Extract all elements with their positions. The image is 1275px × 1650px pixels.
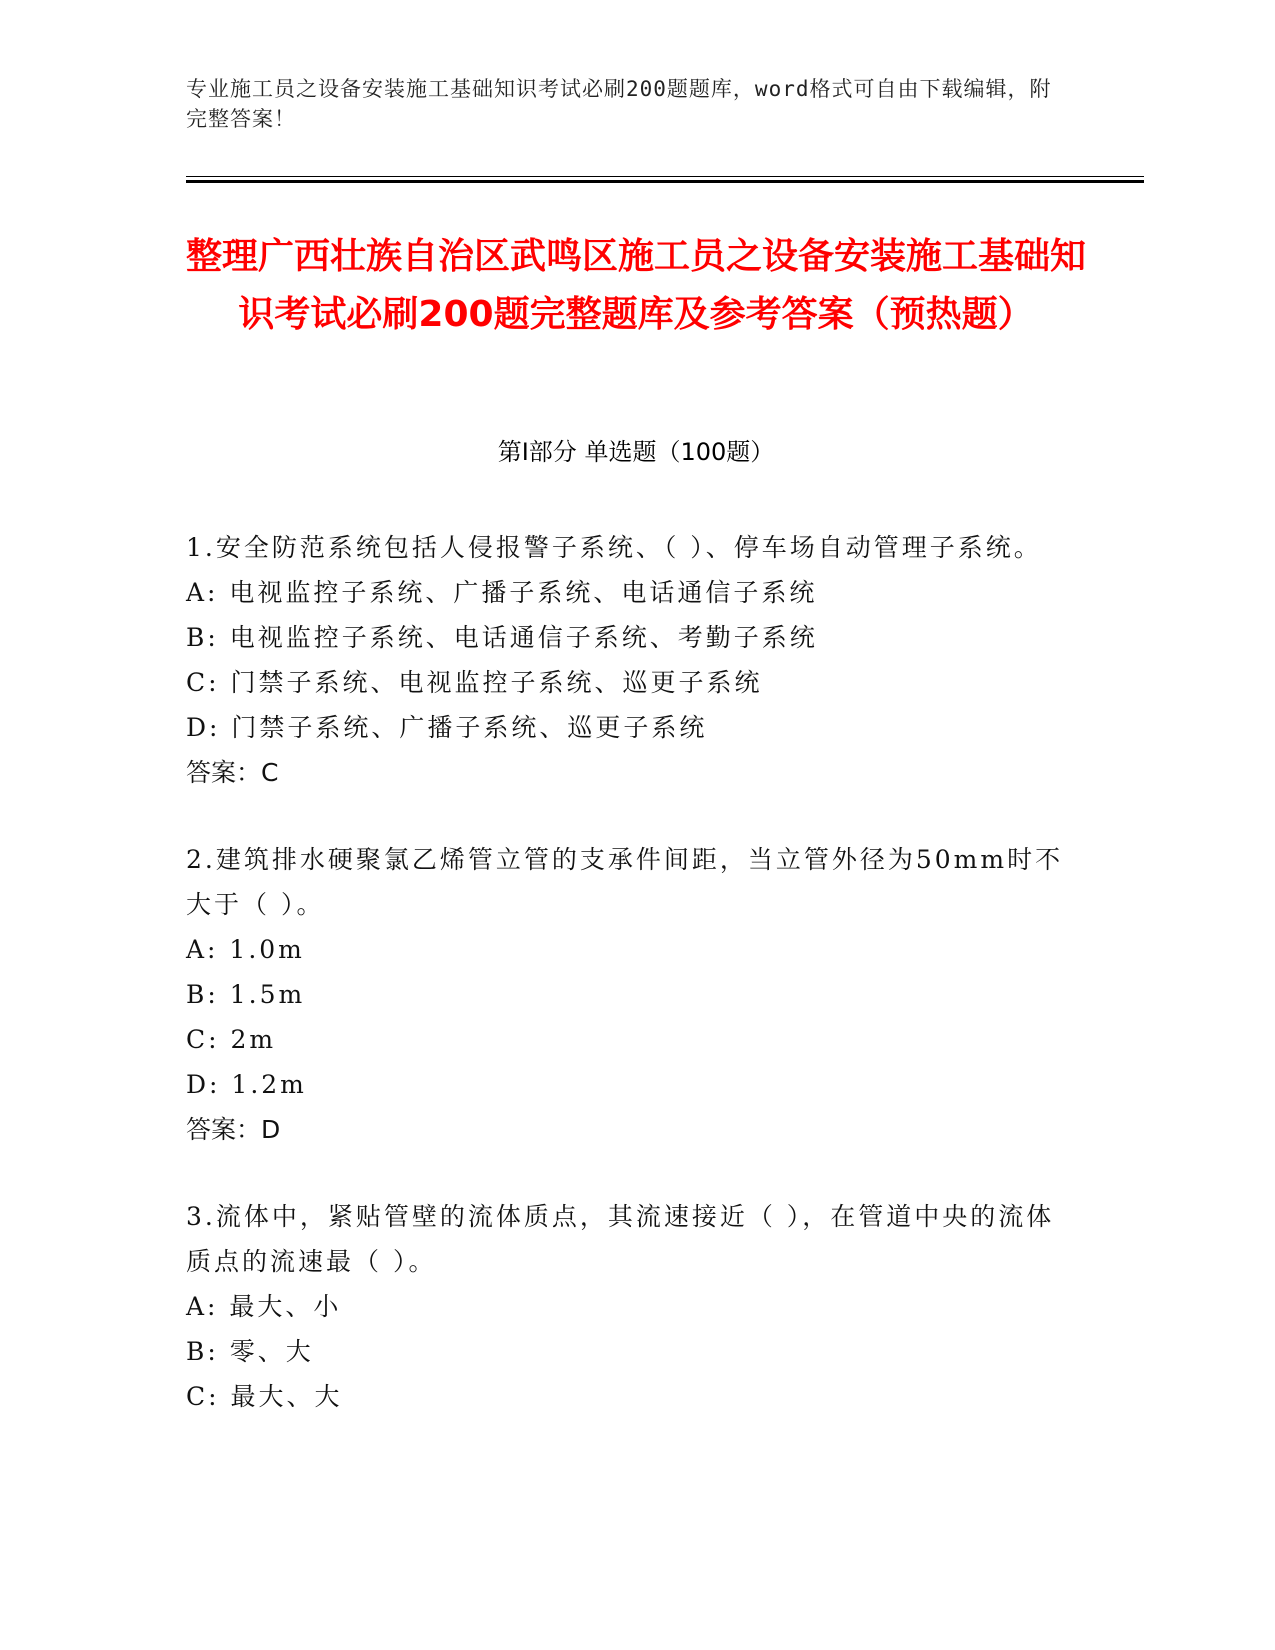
option-a: A: 电视监控子系统、广播子系统、电话通信子系统 bbox=[186, 578, 818, 607]
question-list bbox=[186, 525, 1066, 1461]
option-b: B: 电视监控子系统、电话通信子系统、考勤子系统 bbox=[186, 623, 818, 652]
option-c: C: 最大、大 bbox=[186, 1382, 343, 1411]
answer-line: 答案：C bbox=[186, 758, 279, 787]
question-3 bbox=[186, 1194, 1066, 1419]
question-stem: 3.流体中，紧贴管壁的流体质点，其流速接近（ ），在管道中央的流体质点的流速最（ ）。 bbox=[186, 1202, 1055, 1276]
question-stem: 1.安全防范系统包括人侵报警子系统、（ ）、停车场自动管理子系统。 bbox=[186, 533, 1042, 562]
section-heading: 第Ⅰ部分 单选题（100题） bbox=[497, 438, 775, 466]
document-title: 整理广西壮族自治区武鸣区施工员之设备安装施工基础知识考试必刷200题完整题库及参考答案（预热题） bbox=[186, 236, 1087, 335]
option-c: C: 门禁子系统、电视监控子系统、巡更子系统 bbox=[186, 668, 763, 697]
answer-line: 答案：D bbox=[186, 1115, 281, 1144]
option-b: B: 零、大 bbox=[186, 1337, 314, 1366]
question-stem: 2.建筑排水硬聚氯乙烯管立管的支承件间距，当立管外径为50mm时不大于（ ）。 bbox=[186, 845, 1064, 919]
header-note: 专业施工员之设备安装施工基础知识考试必刷200题题库，word格式可自由下载编辑，附完整答案！ bbox=[186, 77, 1052, 131]
option-d: D: 1.2m bbox=[186, 1070, 307, 1099]
question-2 bbox=[186, 837, 1066, 1152]
header-divider-thin bbox=[186, 176, 1144, 177]
option-a: A: 最大、小 bbox=[186, 1292, 342, 1321]
header-divider-thick bbox=[186, 180, 1144, 183]
option-d: D: 门禁子系统、广播子系统、巡更子系统 bbox=[186, 713, 708, 742]
option-a: A: 1.0m bbox=[186, 935, 305, 964]
option-c: C: 2m bbox=[186, 1025, 277, 1054]
option-b: B: 1.5m bbox=[186, 980, 306, 1009]
question-1 bbox=[186, 525, 1066, 795]
